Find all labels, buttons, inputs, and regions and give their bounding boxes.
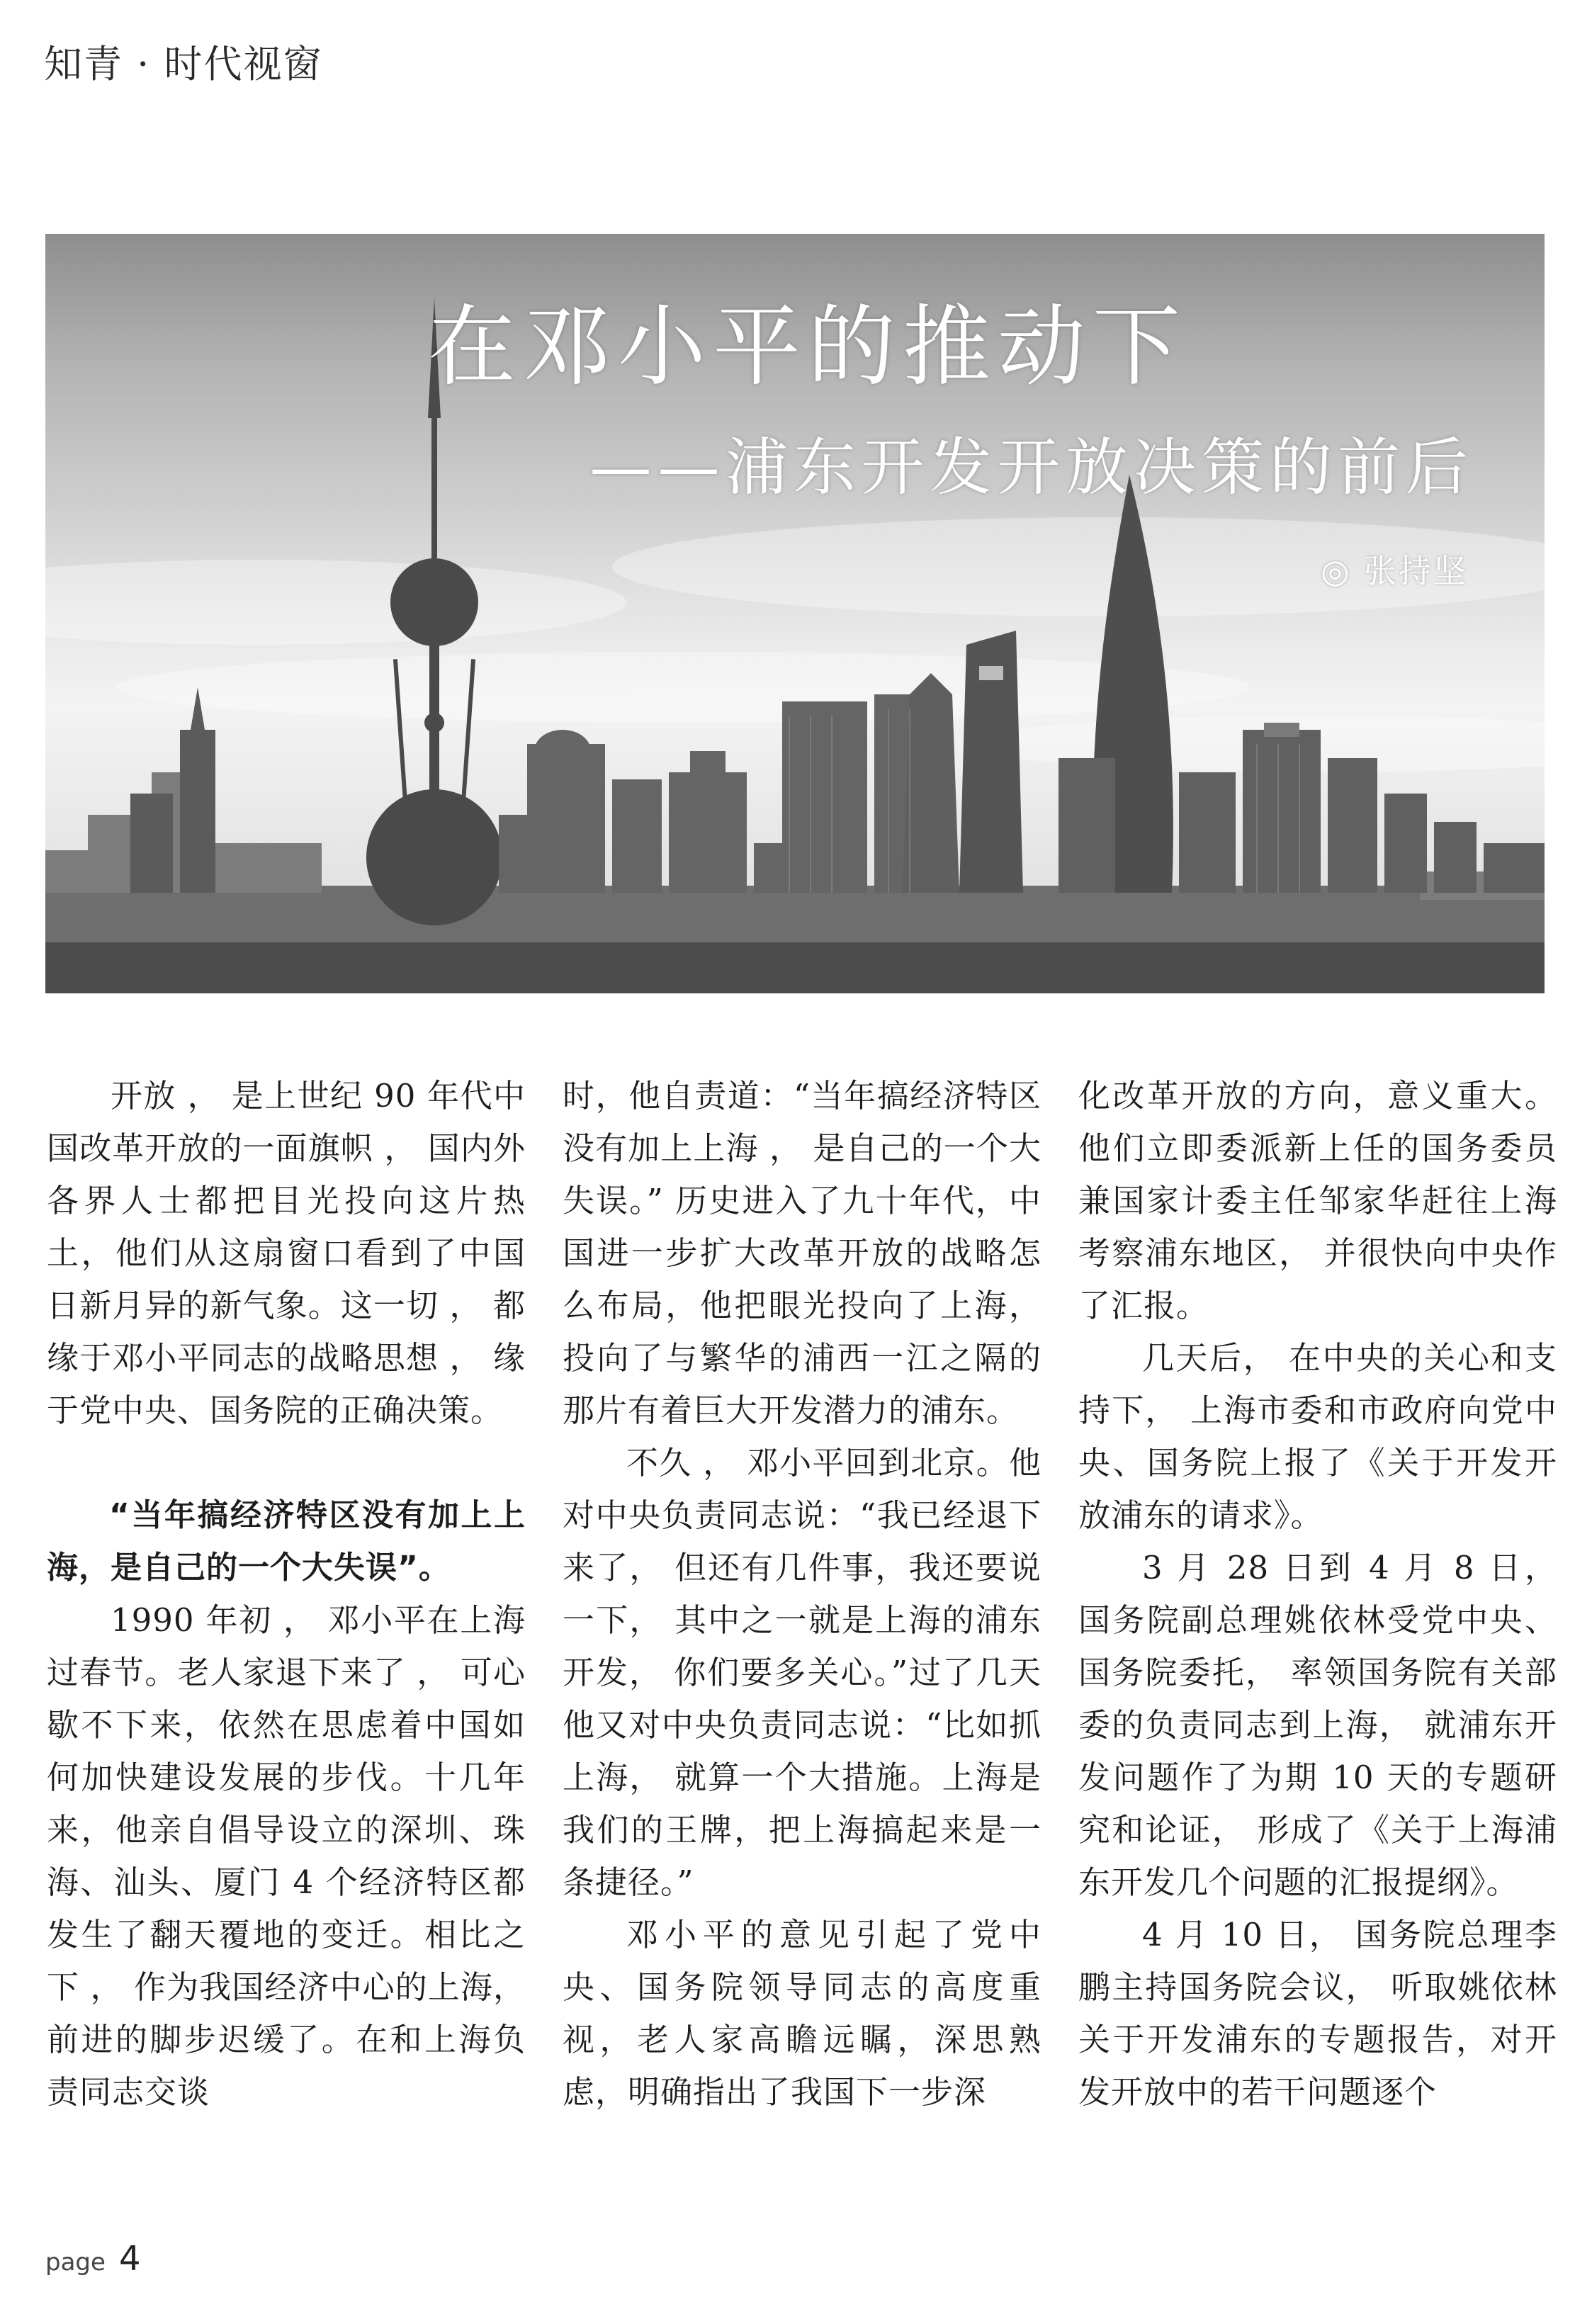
paragraph: 4 月 10 日， 国务院总理李鹏主持国务院会议， 听取姚依林关于开发浦东的专题报告，对开发开放中的若干问题逐个	[1078, 1916, 1557, 2111]
page-label: page	[45, 2248, 106, 2277]
paragraph: 化改革开放的方向，意义重大。他们立即委派新上任的国务委员兼国家计委主任邹家华赶往上海考察浦东地区， 并很快向中央作了汇报。	[1078, 1077, 1557, 1324]
page-number: 4	[119, 2239, 141, 2279]
paragraph: 几天后， 在中央的关心和支持下， 上海市委和市政府向党中央、国务院上报了《关于开发开放浦东的请求》。	[1078, 1339, 1557, 1534]
paragraph: 不久 ， 邓小平回到北京。他对中央负责同志说：“我已经退下来了， 但还有几件事，我还要说一下， 其中之一就是上海的浦东开发， 你们要多关心。”过了几天他又对中央负责同志说：“比如抓上海， 就算一个大措施。上海是我们的王牌，把上海搞起来是一条捷径。”	[563, 1444, 1041, 1901]
paragraph: 1990 年初 ， 邓小平在上海过春节。老人家退下来了 ， 可心歇不下来，依然在思虑着中国如何加快建设发展的步伐。十几年来，他亲自倡导设立的深圳、珠海、汕头、厦门 4 个经济特区都发生了翻天覆地的变迁。相比之下 ， 作为我国经济中心的上海， 前进的脚步迟缓了。在和上海负责同志交谈	[47, 1601, 526, 2111]
hero-image	[45, 234, 1545, 993]
text-column-1	[47, 1070, 526, 2119]
running-head: 知青 · 时代视窗	[44, 42, 323, 86]
paragraph: 3 月 28 日到 4 月 8 日， 国务院副总理姚依林受党中央、国务院委托， 率领国务院有关部委的负责同志到上海， 就浦东开发问题作了为期 10 天的专题研究和论证， 形成了《关于上海浦东开发几个问题的汇报提纲》。	[1078, 1549, 1557, 1901]
section-subheading: “当年搞经济特区没有加上上海，是自己的一个大失误”。	[47, 1497, 526, 1586]
article-author: ◎ 张持坚	[1321, 552, 1468, 590]
article-subtitle: ——浦东开发开放决策的前后	[589, 431, 1474, 504]
paragraph: 开放 ， 是上世纪 90 年代中国改革开放的一面旗帜 ， 国内外各界人士都把目光投向这片热土，他们从这扇窗口看到了中国日新月异的新气象。这一切 ， 都缘于邓小平同志的战略思想 ， 缘于党中央、国务院的正确决策。	[47, 1077, 526, 1429]
text-column-2	[563, 1070, 1041, 2119]
page-footer	[45, 2239, 141, 2279]
paragraph: 邓小平的意见引起了党中央、国务院领导同志的高度重视，老人家高瞻远瞩，深思熟虑，明确指出了我国下一步深	[563, 1916, 1041, 2111]
article-title: 在邓小平的推动下	[428, 296, 1188, 398]
paragraph: 时，他自责道：“当年搞经济特区没有加上上海 ， 是自己的一个大失误。” 历史进入了九十年代，中国进一步扩大改革开放的战略怎么布局，他把眼光投向了上海， 投向了与繁华的浦西一江之隔的那片有着巨大开发潜力的浦东。	[563, 1077, 1041, 1429]
text-column-3	[1078, 1070, 1557, 2119]
